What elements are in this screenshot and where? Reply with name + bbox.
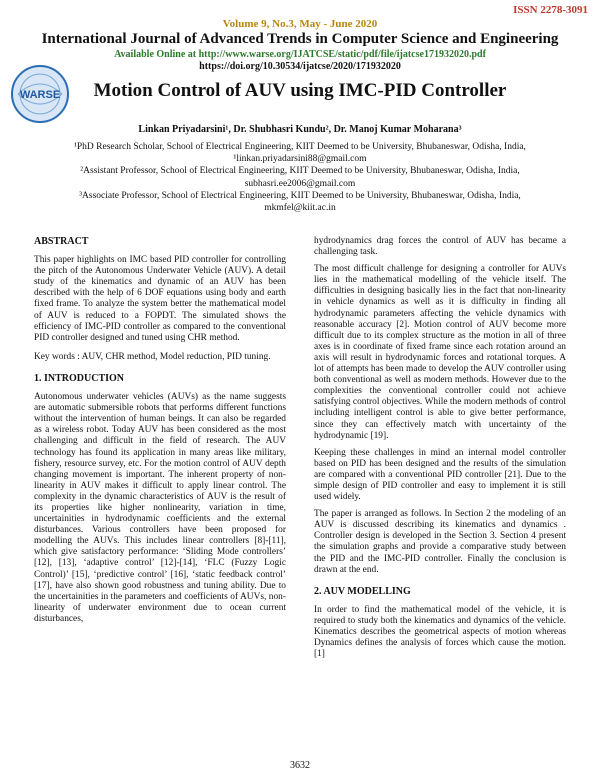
left-column: [34, 236, 286, 631]
affiliations: [60, 141, 540, 214]
doi-link[interactable]: https://doi.org/10.30534/ijatcse/2020/171932020: [199, 61, 401, 72]
modelling-text: In order to find the mathematical model of the vehicle, it is required to study both the kinematics and dynamics of the vehicle. Kinematics describes the geometrical aspects of motion whereas Dynamics defines the analysis of forces which cause the motion. [1]: [314, 604, 566, 660]
intro-continued-4: The paper is arranged as follows. In Section 2 the modeling of an AUV is discussed describing its kinematics and dynamics . Controller design is developed in the Section 3. Section 4 present the simulation graphs and provide a comparative study between the PID and the IMC-PID controller. Finally the conclusion is drawn at the end.: [314, 509, 566, 575]
affiliation-2: ²Assistant Professor, School of Electrical Engineering, KIIT Deemed to be University, Bhubaneswar, Odisha, India, subhasri.ee2006@gmail.com: [80, 166, 520, 189]
keywords: Key words : AUV, CHR method, Model reduction, PID tuning.: [34, 351, 271, 362]
paper-title: Motion Control of AUV using IMC-PID Controller: [93, 80, 507, 101]
journal-title: International Journal of Advanced Trends in Computer Science and Engineering: [41, 31, 559, 47]
intro-continued-1: hydrodynamics drag forces the control of AUV has became a challenging task.: [314, 236, 566, 258]
issn-label: ISSN 2278-3091: [513, 4, 588, 16]
introduction-heading: 1. INTRODUCTION: [34, 372, 125, 384]
right-column: [314, 236, 566, 666]
abstract-heading: ABSTRACT: [34, 236, 89, 247]
intro-continued-3: Keeping these challenges in mind an internal model controller based on PID has been designed and the results of the simulation are compared with a conventional PID controller [21]. Due to the simple design of PID controller and easy to implement it is still used widely.: [314, 447, 566, 503]
abstract-text: This paper highlights on IMC based PID controller for controlling the pitch of the Autonomous Underwater Vehicle (AUV). A detail study of the kinematics and dynamic of an AUV has been described with the help of 6 DOF equations using body and earth fixed frame. To analyze the system better the mathematical model of AUV is reduced to a FOPDT. The simulated shows the efficiency of IMC-PID controller as compared to the conventional PID controller designed and tuned using CHR method.: [34, 255, 286, 343]
affiliation-1: ¹PhD Research Scholar, School of Electrical Engineering, KIIT Deemed to be University, Bhubaneswar, Odisha, India, ¹linkan.priyadarsini88@gmail.com: [74, 142, 526, 165]
introduction-text: Autonomous underwater vehicles (AUVs) as the name suggests are automatic submersible robots that performs different functions without the intervention of human beings. It can also be regarded as a wireless robot. Today AUV has been considered as the most challenging and difficult in the field of research. The AUV technology has found its application in many areas like military, fishery, resource survey, etc. For the motion control of AUV depth changing movement is important. The inherent property of non-linearity in AUV makes it difficult to apply linear control. The complexity in the dynamic characteristics of AUV is the result of its properties like higher nonlinearity, variation in time, uncertainities in hydrodynamic coefficients and the external disturbances. Various controllers have been proposed for modelling the AUVs. This includes linear controllers [8]-[11], which give satisfactory performance: ‘Sliding Mode controllers’ [12], [13], ‘adaptive control’ [12]-[14], ‘FLC (Fuzzy Logic Control)’ [15], ‘predictive control’ [16], ‘static feedback control’ [17], have also shown good robustness and tuning ability. Due to the uncertainities in the parameters and coefficients of AUVs, non-linearity of underwater environment due to ocean current disturbances,: [34, 392, 286, 624]
volume-line: Volume 9, No.3, May - June 2020: [222, 18, 378, 30]
intro-continued-2: The most difficult challenge for designing a controller for AUVs lies in the mathematical modelling of the vehicle itself. The difficulties in designing basically lies in the fact that non-linearity in vehicle dynamics as well as it is difficulty in finding all hydrodynamic parameters affecting the vehicle dynamics with reasonable accuracy [2]. Motion control of AUV become more difficult due to its complex structure as the motion in all of three axes is in coordinate of fixed frame since each rotation around an axis will result in hydrodynamic forces and rotational torques. A lot of attempts has been made to develop the AUV controller using both conventional as well as modern methods. However due to the complexities the conventional controller could not achieve satisfying control objectives. While the modern methods of control including intelligent control is able to give better performance, since they can effectively match with uncertainty of the hydrodynamic [19].: [314, 264, 566, 441]
author-list: Linkan Priyadarsini¹, Dr. Shubhasri Kundu², Dr. Manoj Kumar Moharana³: [138, 124, 462, 135]
page-number: 3632: [290, 760, 310, 771]
affiliation-3: ³Associate Professor, School of Electrical Engineering, KIIT Deemed to be University, Bhubaneswar, Odisha, India, mkmfel@kiit.ac.in: [79, 190, 521, 214]
logo-text: WARSE: [19, 89, 61, 101]
modelling-heading: 2. AUV MODELLING: [314, 585, 411, 597]
available-online-link[interactable]: Available Online at http://www.warse.org/IJATCSE/static/pdf/file/ijatcse171932020.pdf: [114, 49, 486, 60]
